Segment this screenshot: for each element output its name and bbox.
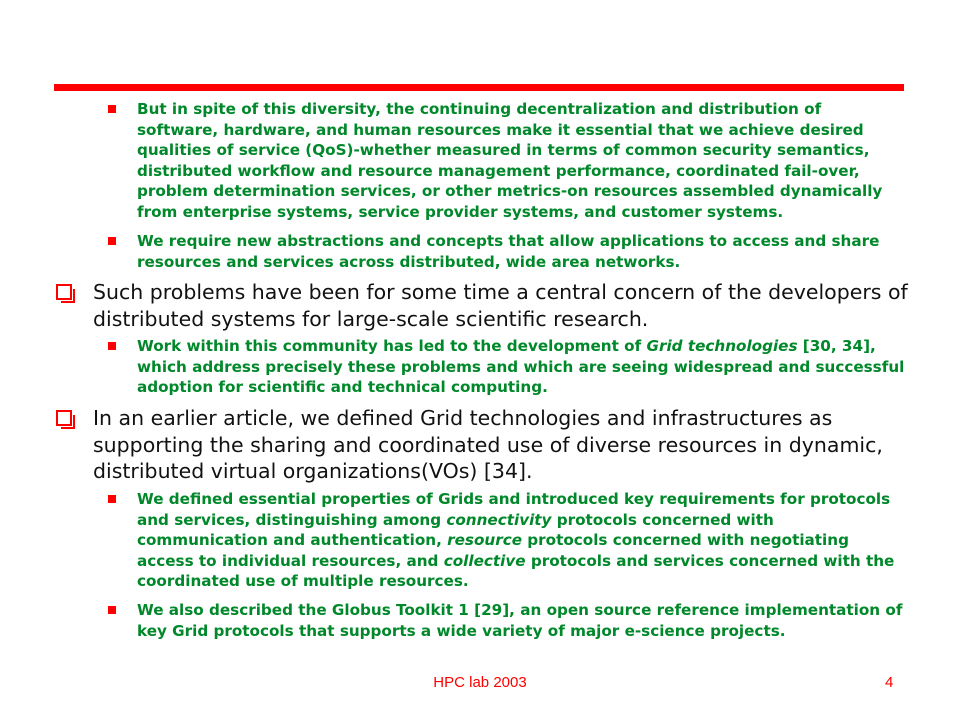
square-bullet-icon xyxy=(108,105,116,113)
main-bullet-text: Such problems have been for some time a central concern of the developers of distributed systems for large-scale scientific research. xyxy=(93,280,908,331)
footer-label: HPC lab 2003 xyxy=(433,674,527,691)
sub-bullet-text: We require new abstractions and concepts that allow applications to access and share resources and services across distributed, wide area networks. xyxy=(137,232,880,271)
sub-bullet-emphasis-connectivity: connectivity xyxy=(446,510,552,529)
sub-bullet-item xyxy=(137,231,907,272)
main-bullet-text: In an earlier article, we defined Grid technologies and infrastructures as supporting the sharing and coordinated use of diverse resources in dynamic, distributed virtual organizations(VOs) [34]. xyxy=(93,406,883,483)
sub-bullet-text-b: protocols concerned with communication and authentication, xyxy=(137,510,774,549)
square-bullet-icon xyxy=(108,342,116,350)
sub-bullet-text-d: protocols and services concerned with the coordinated use of multiple resources. xyxy=(137,551,895,590)
sub-bullet-emphasis: Grid technologies xyxy=(646,337,798,355)
checkbox-bullet-icon xyxy=(56,284,72,300)
sub-bullet-text-c: protocols concerned with negotiating access to individual resources, and xyxy=(137,531,849,570)
sub-bullet-text-a: Work within this community has led to the development of xyxy=(137,337,647,355)
sub-bullet-item xyxy=(137,336,907,398)
sub-bullet-emphasis-collective: collective xyxy=(443,551,526,570)
sub-bullet-text-b: [30, 34], which address precisely these problems and which are seeing widespread and successful adoption for scientific and technical computing. xyxy=(137,337,905,396)
square-bullet-icon xyxy=(108,237,116,245)
sub-bullet-item xyxy=(137,99,907,222)
sub-bullet-item xyxy=(137,489,907,592)
checkbox-bullet-icon xyxy=(56,410,72,426)
sub-bullet-text: But in spite of this diversity, the continuing decentralization and distribution of software, hardware, and human resources make it essential that we achieve desired qualities of service (QoS)-whether measured in terms of common security semantics, distributed workflow and resource management performance, coordinated fail-over, problem determination services, or other metrics-on resources assembled dynamically from enterprise systems, service provider systems, and customer systems. xyxy=(137,100,883,221)
square-bullet-icon xyxy=(108,495,116,503)
page-number: 4 xyxy=(885,674,894,691)
main-bullet-item xyxy=(93,405,923,485)
sub-bullet-item xyxy=(137,600,907,641)
sub-bullet-text: We also described the Globus Toolkit 1 [29], an open source reference implementation of key Grid protocols that supports a wide variety of major e-science projects. xyxy=(137,601,903,640)
sub-bullet-text-a: We defined essential properties of Grids and introduced key requirements for protocols and services, distinguishing among xyxy=(137,490,891,529)
main-bullet-item xyxy=(93,279,923,332)
title-divider-rule xyxy=(54,84,904,91)
sub-bullet-emphasis-resource: resource xyxy=(447,531,522,549)
square-bullet-icon xyxy=(108,606,116,614)
